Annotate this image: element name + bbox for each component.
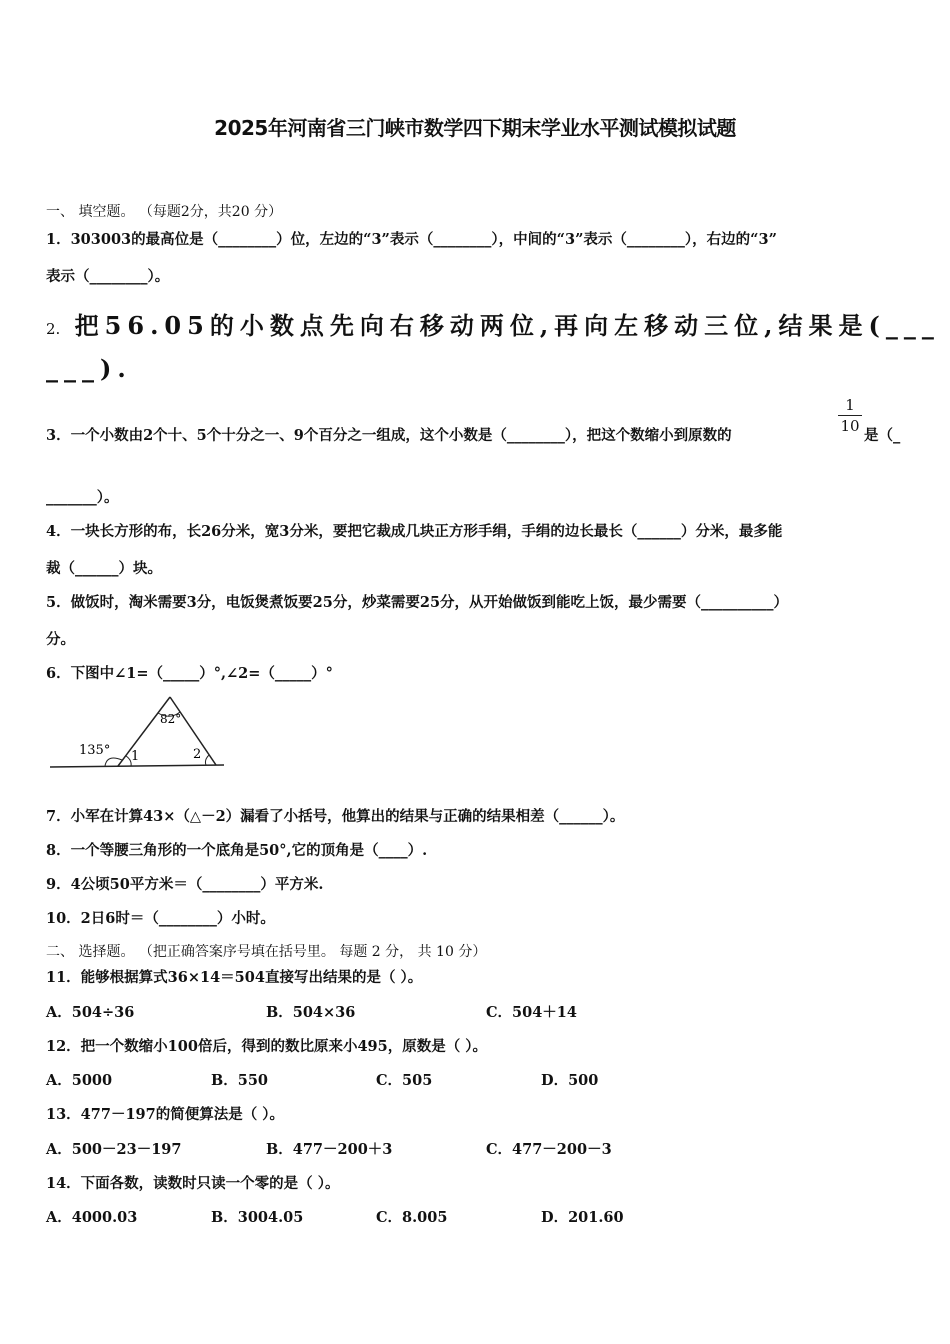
question-2-line1 xyxy=(46,306,940,341)
question-4-line2: 裁（______）块。 xyxy=(46,560,162,577)
question-12-stem: 12．把一个数缩小100倍后，得到的数比原来小495，原数是（ ）。 xyxy=(46,1038,488,1055)
baseline xyxy=(50,765,224,767)
q14-option-a: A．4000.03 xyxy=(46,1209,138,1226)
page-title: 2025年河南省三门峡市数学四下期末学业水平测试模拟试题 xyxy=(214,116,736,140)
q12-option-a: A．5000 xyxy=(46,1072,113,1089)
question-11-stem: 11．能够根据算式36×14＝504直接写出结果的是（ ）。 xyxy=(46,969,423,986)
question-2-number: 2. xyxy=(46,320,61,338)
question-1-line2: 表示（________）。 xyxy=(46,268,170,285)
angle-135-label: 135° xyxy=(79,743,111,758)
question-2-text: 把56.05的小数点先向右移动两位,再向左移动三位,结果是(___ xyxy=(74,311,940,340)
q11-option-a: A．504÷36 xyxy=(46,1004,135,1021)
question-14-stem: 14．下面各数，读数时只读一个零的是（ ）。 xyxy=(46,1175,340,1192)
q14-option-b: B．3004.05 xyxy=(211,1209,304,1226)
question-13-stem: 13．477－197的简便算法是（ ）。 xyxy=(46,1106,285,1123)
question-5-line2: 分。 xyxy=(46,631,75,648)
fraction-bar xyxy=(838,415,862,416)
fraction-denominator: 10 xyxy=(840,417,860,435)
q12-option-d: D．500 xyxy=(541,1072,599,1089)
q11-option-c: C．504＋14 xyxy=(486,1004,577,1021)
q11-option-b: B．504×36 xyxy=(266,1004,356,1021)
q14-option-c: C．8.005 xyxy=(376,1209,448,1226)
angle-82-label: 82° xyxy=(160,712,182,726)
angle-1-label: 1 xyxy=(131,749,140,764)
angle-2-label: 2 xyxy=(193,747,202,762)
question-8: 8．一个等腰三角形的一个底角是50°,它的顶角是（____）. xyxy=(46,842,428,859)
fraction-one-tenth xyxy=(838,396,862,435)
angle2-arc xyxy=(205,755,209,765)
section1-header: 一、 填空题。 （每题2分，共20 分） xyxy=(46,204,283,220)
question-5-line1: 5．做饭时，淘米需要3分，电饭煲煮饭要25分，炒菜需要25分，从开始做饭到能吃上饭，最少需要（__________） xyxy=(46,594,789,611)
section2-header: 二、 选择题。 （把正确答案序号填在括号里。 每题 2 分， 共 10 分） xyxy=(46,944,487,960)
question-2-line2: ___). xyxy=(46,354,132,383)
triangle-left-side xyxy=(118,697,170,766)
question-10: 10．2日6时＝（________）小时。 xyxy=(46,910,275,927)
fraction-numerator: 1 xyxy=(845,396,855,414)
q12-option-b: B．550 xyxy=(211,1072,269,1089)
question-3-after-fraction: 是（_ xyxy=(864,427,901,444)
question-6-line1: 6．下图中∠1=（_____）°,∠2=（_____）° xyxy=(46,665,333,682)
q13-option-a: A．500－23－197 xyxy=(46,1141,182,1158)
question-4-line1: 4．一块长方形的布，长26分米，宽3分米，要把它裁成几块正方形手绢，手绢的边长最长（______）分米，最多能 xyxy=(46,523,783,540)
triangle-angle-figure xyxy=(46,690,236,772)
question-3-line2: _______）。 xyxy=(46,489,119,506)
q14-option-d: D．201.60 xyxy=(541,1209,624,1226)
q13-option-c: C．477－200－3 xyxy=(486,1141,612,1158)
question-9: 9．4公顷50平方米＝（________）平方米. xyxy=(46,876,324,893)
q12-option-c: C．505 xyxy=(376,1072,433,1089)
question-1-line1: 1．303003的最高位是（________）位，左边的“3”表示（________），中间的“3”表示（________），右边的“3” xyxy=(46,231,777,248)
q13-option-b: B．477－200＋3 xyxy=(266,1141,393,1158)
question-3-line1: 3．一个小数由2个十、5个十分之一、9个百分之一组成，这个小数是（________），把这个数缩小到原数的 xyxy=(46,427,732,444)
question-7: 7．小军在计算43×（△－2）漏看了小括号，他算出的结果与正确的结果相差（______）。 xyxy=(46,808,625,825)
